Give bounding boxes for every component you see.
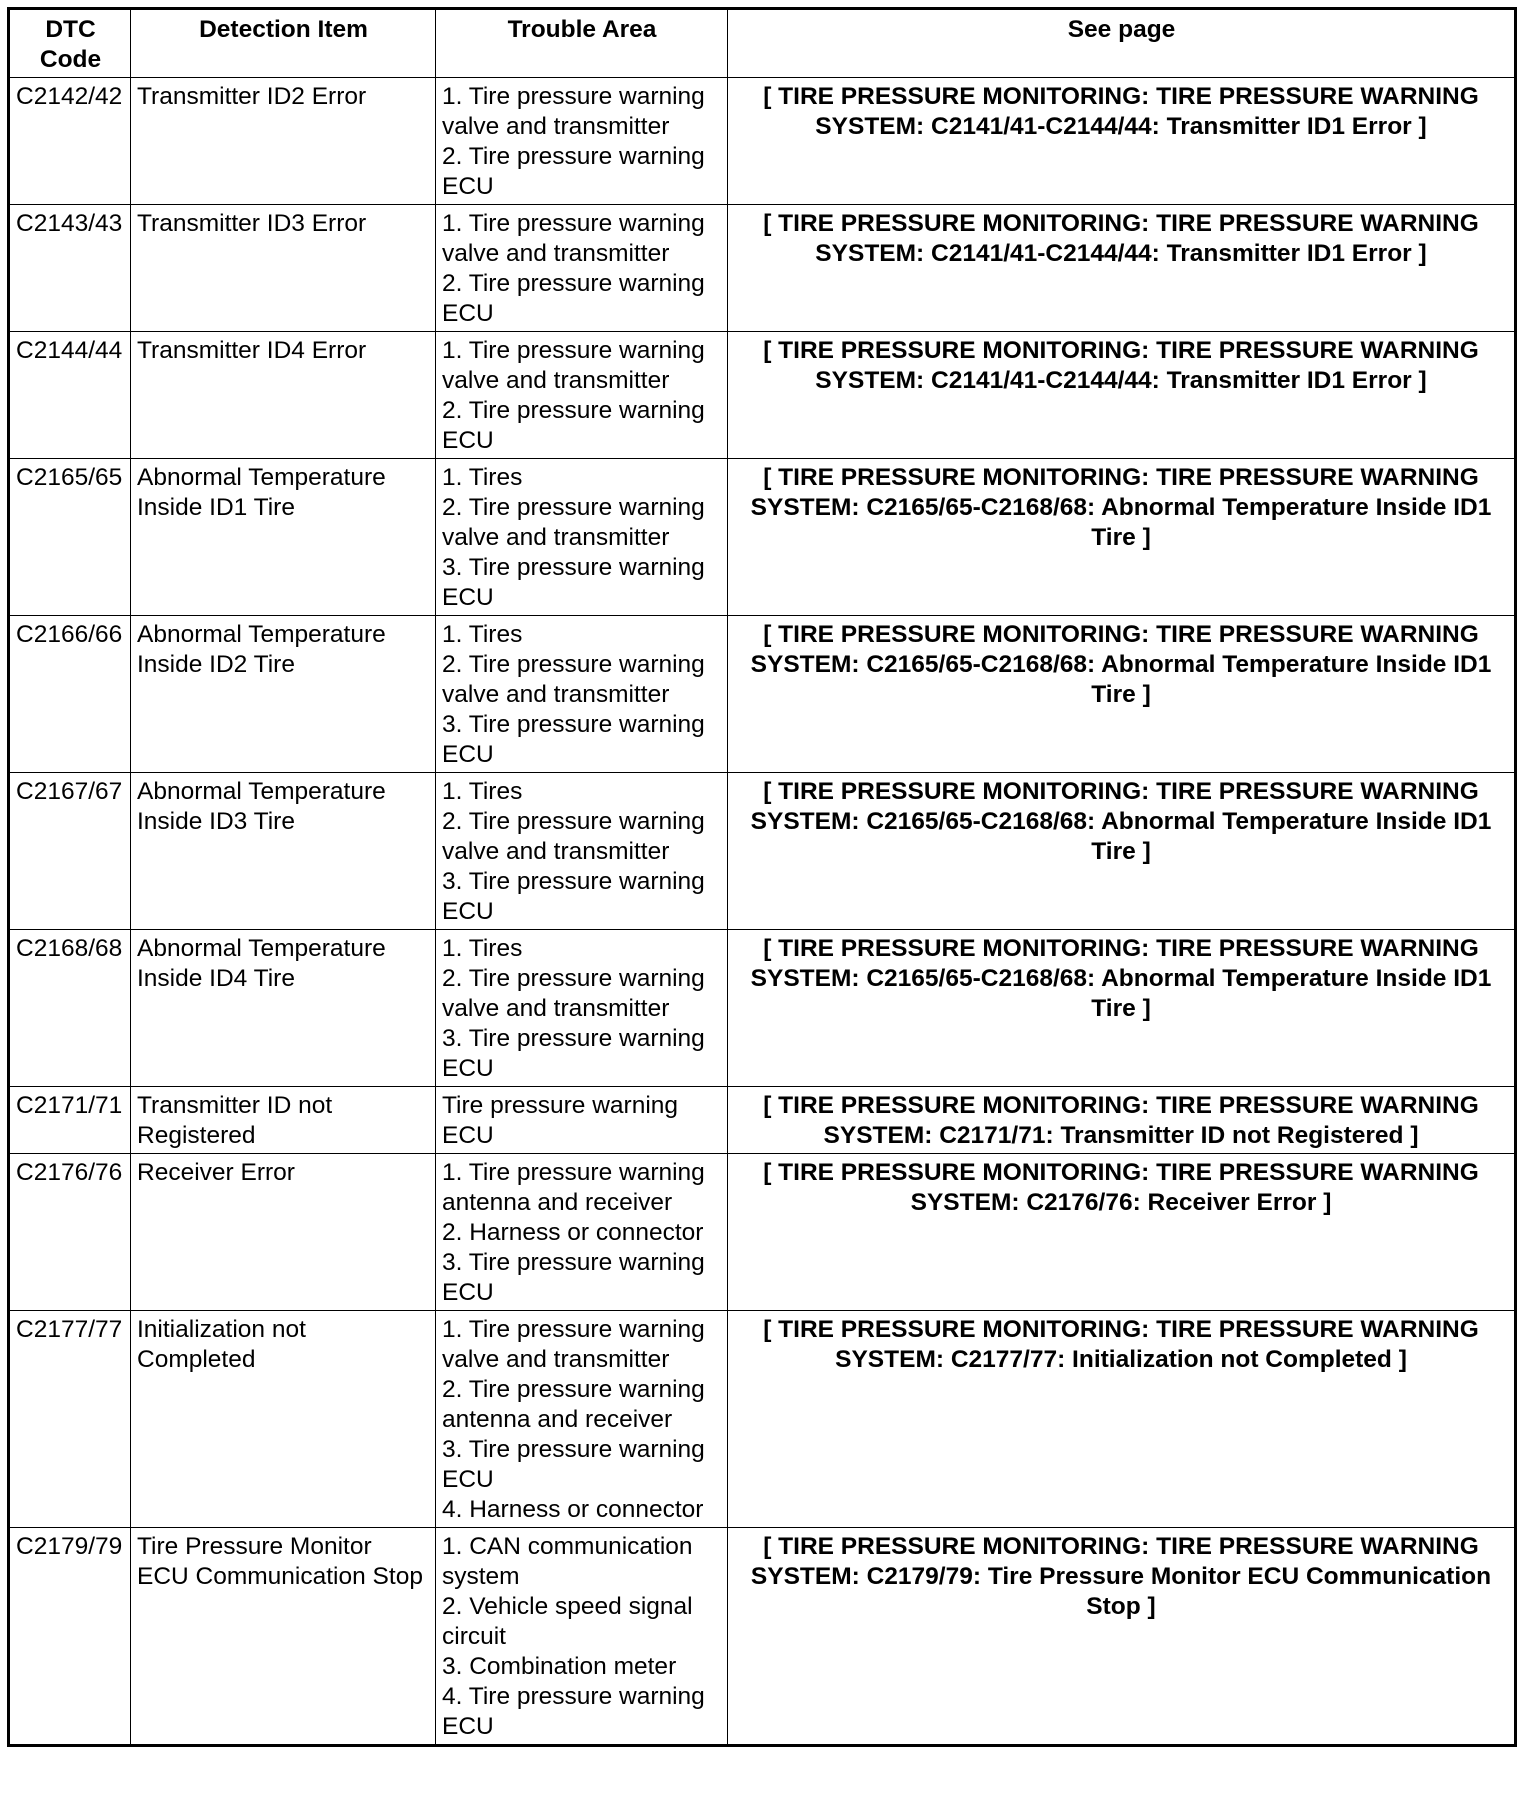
table-row <box>9 616 1516 773</box>
trouble-area-item: 3. Tire pressure warning ECU <box>442 554 705 611</box>
trouble-area-item: 3. Tire pressure warning ECU <box>442 868 705 925</box>
detection-item-cell: Transmitter ID4 Error <box>131 332 436 459</box>
trouble-area-item: 2. Harness or connector <box>442 1219 704 1246</box>
header-trouble-area: Trouble Area <box>436 9 728 78</box>
trouble-area-cell <box>436 205 728 332</box>
dtc-code-cell: C2167/67 <box>9 773 131 930</box>
table-row <box>9 205 1516 332</box>
detection-item-cell: Abnormal Temperature Inside ID1 Tire <box>131 459 436 616</box>
trouble-area-item: 3. Tire pressure warning ECU <box>442 1025 705 1082</box>
trouble-area-cell <box>436 930 728 1087</box>
trouble-area-item: 2. Tire pressure warning valve and transmitter <box>442 651 705 708</box>
detection-item-cell: Transmitter ID3 Error <box>131 205 436 332</box>
dtc-code-cell: C2171/71 <box>9 1087 131 1154</box>
trouble-area-cell <box>436 78 728 205</box>
table-row <box>9 773 1516 930</box>
detection-item-cell: Receiver Error <box>131 1154 436 1311</box>
detection-item-cell: Abnormal Temperature Inside ID3 Tire <box>131 773 436 930</box>
trouble-area-item: 1. Tire pressure warning antenna and receiver <box>442 1159 705 1216</box>
see-page-link[interactable]: [ TIRE PRESSURE MONITORING: TIRE PRESSURE WARNING SYSTEM: C2141/41-C2144/44: Transmitter ID1 Error ] <box>728 332 1516 459</box>
see-page-link[interactable]: [ TIRE PRESSURE MONITORING: TIRE PRESSURE WARNING SYSTEM: C2171/71: Transmitter ID not Registered ] <box>728 1087 1516 1154</box>
trouble-area-item: 1. Tires <box>442 621 523 648</box>
table-row <box>9 459 1516 616</box>
trouble-area-item: 2. Tire pressure warning ECU <box>442 397 705 454</box>
detection-item-cell: Tire Pressure Monitor ECU Communication Stop <box>131 1528 436 1746</box>
table-header <box>9 9 1516 78</box>
trouble-area-item: 1. Tire pressure warning valve and transmitter <box>442 83 705 140</box>
table-row <box>9 332 1516 459</box>
see-page-link[interactable]: [ TIRE PRESSURE MONITORING: TIRE PRESSURE WARNING SYSTEM: C2176/76: Receiver Error ] <box>728 1154 1516 1311</box>
detection-item-cell: Abnormal Temperature Inside ID4 Tire <box>131 930 436 1087</box>
trouble-area-item: 2. Tire pressure warning ECU <box>442 270 705 327</box>
trouble-area-cell <box>436 1311 728 1528</box>
dtc-code-cell: C2144/44 <box>9 332 131 459</box>
header-see-page: See page <box>728 9 1516 78</box>
trouble-area-cell <box>436 616 728 773</box>
trouble-area-item: Tire pressure warning ECU <box>442 1092 679 1149</box>
trouble-area-item: 4. Harness or connector <box>442 1496 704 1523</box>
dtc-code-cell: C2179/79 <box>9 1528 131 1746</box>
dtc-code-cell: C2166/66 <box>9 616 131 773</box>
table-row <box>9 1528 1516 1746</box>
see-page-link[interactable]: [ TIRE PRESSURE MONITORING: TIRE PRESSURE WARNING SYSTEM: C2179/79: Tire Pressure Monitor ECU Communication Stop ] <box>728 1528 1516 1746</box>
dtc-code-cell: C2142/42 <box>9 78 131 205</box>
trouble-area-cell <box>436 1154 728 1311</box>
table-row <box>9 1087 1516 1154</box>
trouble-area-item: 1. Tires <box>442 935 523 962</box>
trouble-area-item: 1. Tire pressure warning valve and transmitter <box>442 337 705 394</box>
trouble-area-cell <box>436 1087 728 1154</box>
see-page-link[interactable]: [ TIRE PRESSURE MONITORING: TIRE PRESSURE WARNING SYSTEM: C2165/65-C2168/68: Abnormal Temperature Inside ID1 Tire ] <box>728 773 1516 930</box>
see-page-link[interactable]: [ TIRE PRESSURE MONITORING: TIRE PRESSURE WARNING SYSTEM: C2141/41-C2144/44: Transmitter ID1 Error ] <box>728 78 1516 205</box>
trouble-area-item: 3. Combination meter <box>442 1653 677 1680</box>
see-page-link[interactable]: [ TIRE PRESSURE MONITORING: TIRE PRESSURE WARNING SYSTEM: C2177/77: Initialization not Completed ] <box>728 1311 1516 1528</box>
trouble-area-item: 1. CAN communication system <box>442 1533 693 1590</box>
dtc-code-cell: C2176/76 <box>9 1154 131 1311</box>
trouble-area-item: 3. Tire pressure warning ECU <box>442 711 705 768</box>
table-row <box>9 1311 1516 1528</box>
table-row <box>9 1154 1516 1311</box>
trouble-area-item: 4. Tire pressure warning ECU <box>442 1683 705 1740</box>
detection-item-cell: Initialization not Completed <box>131 1311 436 1528</box>
dtc-code-cell: C2177/77 <box>9 1311 131 1528</box>
trouble-area-cell <box>436 332 728 459</box>
trouble-area-item: 1. Tires <box>442 778 523 805</box>
table-row <box>9 78 1516 205</box>
see-page-link[interactable]: [ TIRE PRESSURE MONITORING: TIRE PRESSURE WARNING SYSTEM: C2165/65-C2168/68: Abnormal Temperature Inside ID1 Tire ] <box>728 930 1516 1087</box>
dtc-code-cell: C2168/68 <box>9 930 131 1087</box>
detection-item-cell: Transmitter ID2 Error <box>131 78 436 205</box>
dtc-table <box>7 7 1517 1747</box>
trouble-area-item: 1. Tire pressure warning valve and transmitter <box>442 210 705 267</box>
trouble-area-item: 2. Vehicle speed signal circuit <box>442 1593 693 1650</box>
header-dtc-code: DTC Code <box>9 9 131 78</box>
trouble-area-item: 1. Tires <box>442 464 523 491</box>
trouble-area-item: 2. Tire pressure warning valve and transmitter <box>442 808 705 865</box>
trouble-area-item: 3. Tire pressure warning ECU <box>442 1436 705 1493</box>
trouble-area-item: 3. Tire pressure warning ECU <box>442 1249 705 1306</box>
trouble-area-item: 2. Tire pressure warning valve and transmitter <box>442 965 705 1022</box>
dtc-code-cell: C2143/43 <box>9 205 131 332</box>
trouble-area-item: 2. Tire pressure warning valve and transmitter <box>442 494 705 551</box>
trouble-area-item: 2. Tire pressure warning ECU <box>442 143 705 200</box>
dtc-code-cell: C2165/65 <box>9 459 131 616</box>
see-page-link[interactable]: [ TIRE PRESSURE MONITORING: TIRE PRESSURE WARNING SYSTEM: C2165/65-C2168/68: Abnormal Temperature Inside ID1 Tire ] <box>728 459 1516 616</box>
detection-item-cell: Transmitter ID not Registered <box>131 1087 436 1154</box>
table-row <box>9 930 1516 1087</box>
see-page-link[interactable]: [ TIRE PRESSURE MONITORING: TIRE PRESSURE WARNING SYSTEM: C2141/41-C2144/44: Transmitter ID1 Error ] <box>728 205 1516 332</box>
table-body <box>9 78 1516 1746</box>
header-detection-item: Detection Item <box>131 9 436 78</box>
trouble-area-item: 2. Tire pressure warning antenna and receiver <box>442 1376 705 1433</box>
trouble-area-cell <box>436 1528 728 1746</box>
detection-item-cell: Abnormal Temperature Inside ID2 Tire <box>131 616 436 773</box>
header-row <box>9 9 1516 78</box>
trouble-area-cell <box>436 773 728 930</box>
see-page-link[interactable]: [ TIRE PRESSURE MONITORING: TIRE PRESSURE WARNING SYSTEM: C2165/65-C2168/68: Abnormal Temperature Inside ID1 Tire ] <box>728 616 1516 773</box>
trouble-area-cell <box>436 459 728 616</box>
trouble-area-item: 1. Tire pressure warning valve and transmitter <box>442 1316 705 1373</box>
